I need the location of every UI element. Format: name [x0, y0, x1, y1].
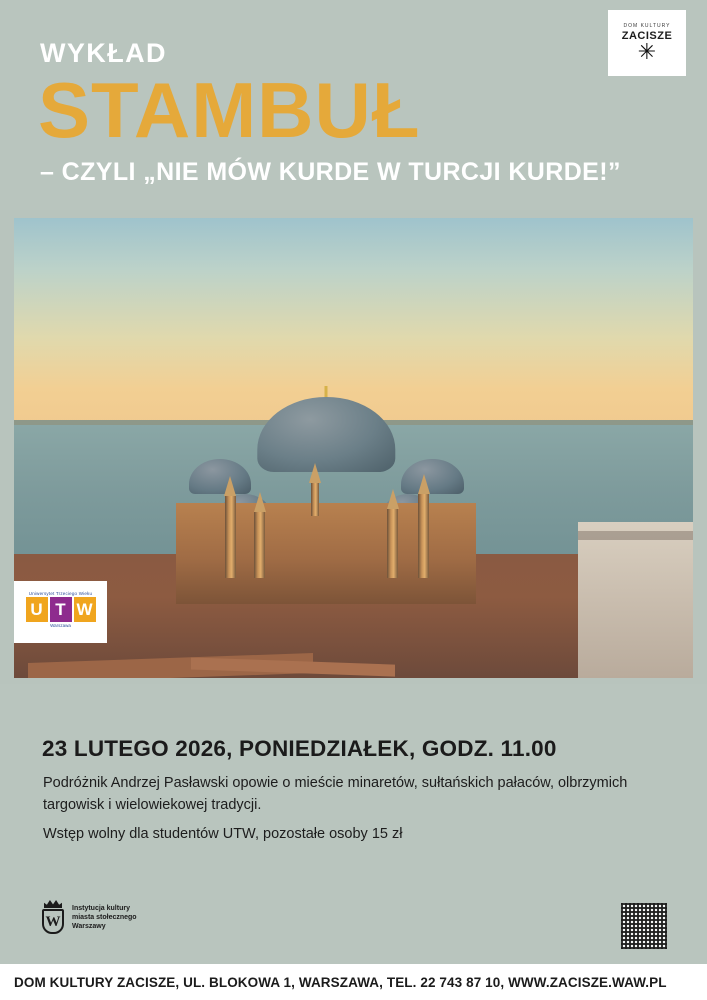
photo-mosque-body	[176, 503, 476, 605]
photo-minaret	[254, 512, 265, 578]
photo-side-dome	[189, 459, 251, 494]
poster-footer	[0, 964, 707, 1000]
partner-logo-letters	[26, 597, 96, 622]
organizer-logo	[608, 10, 686, 76]
poster-photo	[14, 218, 693, 678]
asterisk-icon: ✳	[637, 39, 657, 65]
partner-logo-bottomlabel: Warszawa	[50, 623, 71, 628]
page-title: STAMBUŁ	[38, 66, 421, 154]
warsaw-crest-icon	[40, 900, 66, 934]
city-logo	[40, 900, 137, 934]
partner-logo-utw	[14, 581, 107, 643]
photo-minaret	[387, 509, 398, 577]
photo-minaret	[225, 496, 236, 578]
organizer-logo-name: ZACISZE	[621, 29, 673, 42]
photo-building-right	[578, 522, 693, 678]
partner-logo-toplabel: Uniwersytet Trzeciego Wieku	[28, 591, 93, 596]
poster-subtitle: – CZYLI „NIE MÓW KURDE W TURCJI KURDE!”	[40, 158, 621, 186]
partner-logo-letter-u: U	[26, 597, 48, 622]
photo-side-dome	[401, 459, 463, 494]
city-logo-text	[72, 904, 137, 931]
event-price: Wstęp wolny dla studentów UTW, pozostałe osoby 15 zł	[43, 826, 403, 842]
poster-header	[0, 0, 707, 210]
partner-logo-letter-t: T	[50, 597, 72, 622]
organizer-logo-toplabel: DOM KULTURY	[623, 22, 671, 29]
qr-code-icon[interactable]	[621, 903, 667, 949]
city-logo-line-1: Instytucja kultury	[72, 904, 130, 912]
photo-minaret	[311, 483, 319, 516]
photo-minaret	[418, 494, 429, 578]
poster-kicker: WYKŁAD	[40, 38, 167, 68]
footer-contact-text: DOM KULTURY ZACISZE, UL. BLOKOWA 1, WARSZAWA, TEL. 22 743 87 10, WWW.ZACISZE.WAW.PL	[14, 974, 667, 990]
event-date: 23 LUTEGO 2026, PONIEDZIAŁEK, GODZ. 11.00	[42, 736, 557, 761]
photo-mosque	[170, 384, 482, 605]
photo-main-dome	[258, 397, 395, 472]
shield-icon: W	[42, 909, 64, 934]
event-description: Podróżnik Andrzej Pasławski opowie o mieście minaretów, sułtańskich pałaców, olbrzymich targowisk i wielowiekowej tradycji.	[43, 775, 628, 813]
city-logo-line-3: Warszawy	[72, 922, 106, 930]
partner-logo-letter-w: W	[74, 597, 96, 622]
crown-icon	[44, 900, 62, 908]
city-logo-line-2: miasta stołecznego	[72, 913, 137, 921]
